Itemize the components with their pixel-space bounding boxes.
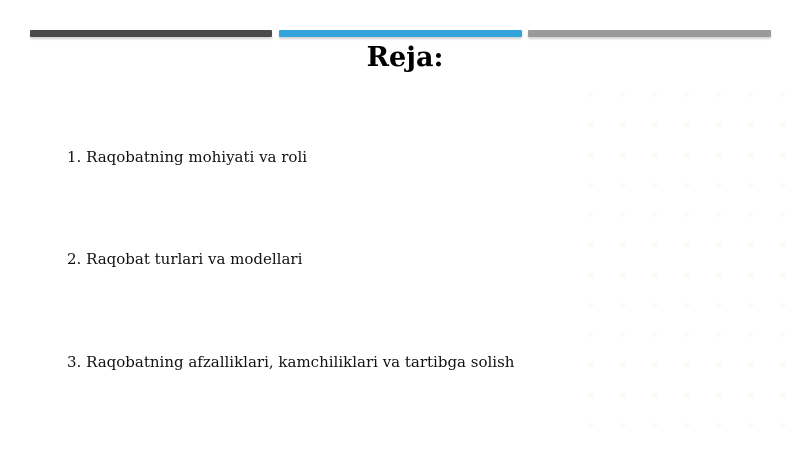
background-texture	[575, 80, 800, 449]
plan-item-3: 3. Raqobatning afzalliklari, kamchiliklari va tartibga solish	[67, 353, 515, 371]
slide-title: Reja:	[366, 42, 444, 73]
plan-item-1: 1. Raqobatning mohiyati va roli	[67, 148, 308, 166]
header-bar-gray	[528, 30, 771, 37]
header-bar-blue	[279, 30, 522, 37]
plan-item-2: 2. Raqobat turlari va modellari	[67, 250, 303, 268]
header-bar-dark	[30, 30, 272, 37]
